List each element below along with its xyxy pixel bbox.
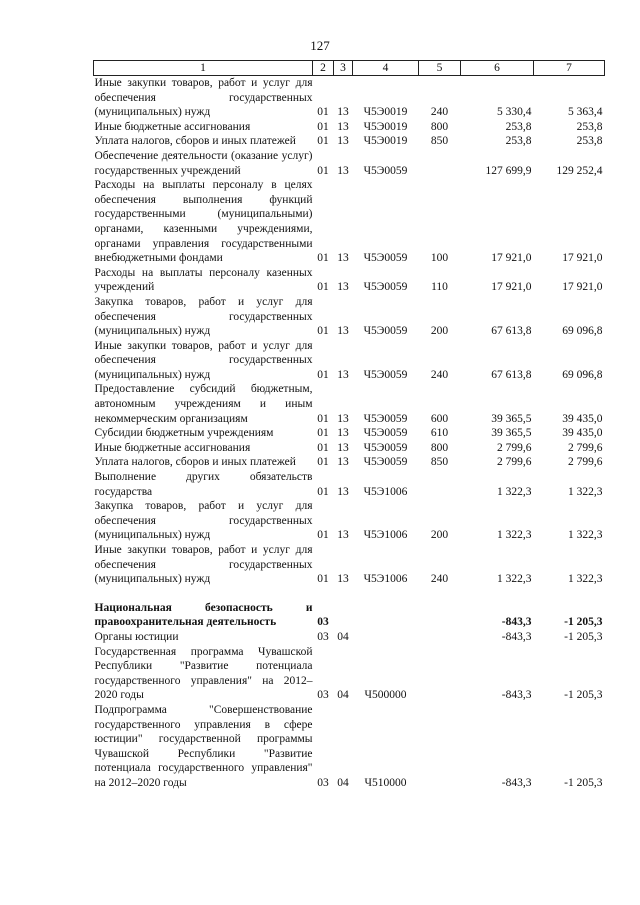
table-row [94, 587, 605, 601]
expense-type-code: 240 [430, 368, 449, 381]
row-name: Предоставление субсидий бюджетным, автономным учреждениям и иным некоммерческим организациям [94, 383, 313, 425]
row-name: Иные закупки товаров, работ и услуг для обеспечения государственных (муниципальных) нужд [94, 339, 313, 381]
header-row [94, 61, 605, 76]
table-row [94, 601, 605, 630]
row-name: Уплата налогов, сборов и иных платежей [94, 135, 296, 148]
table-row [94, 178, 605, 266]
amount-col7: 253,8 [576, 120, 603, 133]
amount-col6: 39 365,5 [491, 427, 532, 440]
section-code: 01 [317, 281, 329, 294]
subsection-code: 13 [337, 120, 349, 133]
amount-col7: -1 205,3 [564, 616, 603, 629]
amount-col6: 67 613,8 [491, 368, 532, 381]
target-article-code: Ч5Э1006 [363, 573, 408, 586]
subsection-code: 04 [337, 630, 349, 643]
amount-col6: -843,3 [501, 616, 532, 629]
target-article-code: Ч5Э0059 [363, 441, 408, 454]
subsection-code: 13 [337, 412, 349, 425]
subsection-code: 04 [337, 689, 349, 702]
target-article-code: Ч5Э0019 [363, 120, 408, 133]
expense-type-code [419, 470, 461, 499]
amount-col6: -843,3 [501, 776, 532, 789]
amount-col6: 67 613,8 [491, 325, 532, 338]
expense-type-code [419, 601, 461, 630]
section-code: 03 [317, 616, 329, 629]
table-row [94, 455, 605, 470]
target-article-code: Ч5Э0059 [363, 412, 408, 425]
row-name: Субсидии бюджетным учреждениям [94, 427, 274, 440]
subsection-code: 13 [337, 441, 349, 454]
target-article-code [353, 630, 419, 645]
amount-col6: 253,8 [505, 135, 532, 148]
section-code: 01 [317, 252, 329, 265]
row-name: Закупка товаров, работ и услуг для обеспечения государственных (муниципальных) нужд [94, 500, 313, 542]
row-name: Выполнение других обязательств государства [94, 471, 313, 498]
amount-col7: -1 205,3 [564, 776, 603, 789]
table-row [94, 76, 605, 120]
amount-col6: 2 799,6 [497, 441, 532, 454]
subsection-code: 13 [337, 368, 349, 381]
table-row [94, 441, 605, 456]
target-article-code: Ч500000 [364, 689, 407, 702]
target-article-code [353, 601, 419, 630]
target-article-code: Ч5Э1006 [363, 485, 408, 498]
subsection-code: 13 [337, 325, 349, 338]
amount-col6: 1 322,3 [497, 573, 532, 586]
section-code: 03 [317, 630, 329, 643]
row-name: Расходы на выплаты персоналу в целях обеспечения выполнения функций государственными (муниципальными) органами, казенными учреждениями, органами управления государственными внебюджетными фондами [94, 179, 313, 265]
row-name: Иные бюджетные ассигнования [94, 120, 251, 133]
row-name: Закупка товаров, работ и услуг для обеспечения государственных (муниципальных) нужд [94, 295, 313, 338]
amount-col7: 253,8 [576, 135, 603, 148]
expense-type-code: 200 [430, 325, 449, 338]
expense-type-code [419, 630, 461, 645]
target-article-code [353, 587, 419, 601]
section-code: 01 [317, 135, 329, 148]
section-code: 01 [317, 412, 329, 425]
amount-col7: 1 322,3 [568, 529, 603, 542]
subsection-code: 13 [337, 106, 349, 119]
header-cell: 5 [419, 61, 461, 76]
amount-col7: 17 921,0 [562, 252, 603, 265]
expense-type-code: 240 [430, 573, 449, 586]
section-code: 01 [317, 368, 329, 381]
table-row [94, 120, 605, 135]
target-article-code: Ч5Э0059 [363, 368, 408, 381]
row-name: Иные закупки товаров, работ и услуг для обеспечения государственных (муниципальных) нужд [94, 77, 313, 119]
subsection-code: 04 [337, 776, 349, 789]
target-article-code: Ч510000 [364, 776, 407, 789]
subsection-code: 13 [337, 252, 349, 265]
row-name: Подпрограмма "Совершенствование государственного управления в сфере юстиции" государственной программы Чувашской Республики "Развитие потенциала государственного управления" на 2012–2020 годы [94, 703, 313, 789]
amount-col6: 1 322,3 [497, 529, 532, 542]
target-article-code: Ч5Э0059 [363, 252, 408, 265]
row-name: Расходы на выплаты персоналу казенных учреждений [94, 266, 313, 294]
amount-col6: 17 921,0 [491, 252, 532, 265]
section-code: 01 [317, 529, 329, 542]
header-cell: 3 [334, 61, 353, 76]
row-name: Иные бюджетные ассигнования [94, 441, 251, 454]
amount-col7: -1 205,3 [564, 689, 603, 702]
row-name: Национальная безопасность и правоохранительная деятельность [94, 601, 313, 629]
target-article-code: Ч5Э0059 [363, 456, 408, 469]
amount-col7: 39 435,0 [562, 427, 603, 440]
budget-table [93, 60, 605, 791]
section-code: 01 [317, 441, 329, 454]
table-row [94, 295, 605, 339]
table-row [94, 630, 605, 645]
table-row [94, 339, 605, 383]
subsection-code: 13 [337, 485, 349, 498]
amount-col6: 17 921,0 [491, 281, 532, 294]
amount-col7: 5 363,4 [568, 106, 603, 119]
expense-type-code: 100 [430, 252, 449, 265]
amount-col7: 2 799,6 [568, 441, 603, 454]
target-article-code: Ч5Э0059 [363, 164, 408, 177]
expense-type-code [419, 645, 461, 703]
row-name: Обеспечение деятельности (оказание услуг) государственных учреждений [94, 149, 313, 177]
amount-col6: 2 799,6 [497, 456, 532, 469]
section-code: 01 [317, 325, 329, 338]
subsection-code [334, 601, 353, 630]
section-code: 03 [317, 689, 329, 702]
table-row [94, 149, 605, 178]
amount-col6: 39 365,5 [491, 412, 532, 425]
amount-col6: 1 322,3 [497, 485, 532, 498]
amount-col6 [461, 587, 534, 601]
expense-type-code: 850 [430, 456, 449, 469]
expense-type-code: 240 [430, 106, 449, 119]
expense-type-code [419, 587, 461, 601]
section-code: 01 [317, 106, 329, 119]
section-code: 01 [317, 427, 329, 440]
header-cell: 4 [353, 61, 419, 76]
subsection-code: 13 [337, 427, 349, 440]
amount-col7: 2 799,6 [568, 456, 603, 469]
amount-col6: -843,3 [501, 630, 532, 643]
row-name [94, 587, 313, 601]
subsection-code: 13 [337, 135, 349, 148]
amount-col6: 253,8 [505, 120, 532, 133]
subsection-code: 13 [337, 456, 349, 469]
section-code: 01 [317, 120, 329, 133]
row-name: Иные закупки товаров, работ и услуг для обеспечения государственных (муниципальных) нужд [94, 544, 313, 586]
amount-col7 [534, 587, 605, 601]
target-article-code: Ч5Э0059 [363, 281, 408, 294]
subsection-code [334, 587, 353, 601]
expense-type-code: 600 [430, 412, 449, 425]
table-row [94, 543, 605, 587]
table-row [94, 134, 605, 149]
amount-col6: 5 330,4 [497, 106, 532, 119]
table-row [94, 266, 605, 295]
expense-type-code: 110 [431, 281, 448, 294]
target-article-code: Ч5Э1006 [363, 529, 408, 542]
target-article-code: Ч5Э0019 [363, 106, 408, 119]
amount-col7: 129 252,4 [556, 164, 603, 177]
subsection-code: 13 [337, 281, 349, 294]
amount-col6: -843,3 [501, 689, 532, 702]
section-code: 01 [317, 485, 329, 498]
amount-col7: 69 096,8 [562, 368, 603, 381]
expense-type-code: 800 [430, 120, 449, 133]
subsection-code: 13 [337, 164, 349, 177]
row-name: Государственная программа Чувашской Республики "Развитие потенциала государственного управления" на 2012–2020 годы [94, 645, 313, 702]
row-name: Органы юстиции [94, 630, 179, 643]
target-article-code: Ч5Э0019 [363, 135, 408, 148]
section-code: 01 [317, 573, 329, 586]
section-code: 01 [317, 456, 329, 469]
target-article-code: Ч5Э0059 [363, 325, 408, 338]
amount-col7: 17 921,0 [562, 281, 603, 294]
table-row [94, 382, 605, 426]
row-name: Уплата налогов, сборов и иных платежей [94, 456, 296, 469]
subsection-code: 13 [337, 573, 349, 586]
header-cell: 7 [534, 61, 605, 76]
header-cell: 2 [313, 61, 334, 76]
section-code: 03 [317, 776, 329, 789]
amount-col7: 1 322,3 [568, 485, 603, 498]
header-cell: 1 [94, 61, 313, 76]
section-code [313, 587, 334, 601]
target-article-code: Ч5Э0059 [363, 427, 408, 440]
amount-col7: -1 205,3 [564, 630, 603, 643]
amount-col7: 69 096,8 [562, 325, 603, 338]
amount-col6: 127 699,9 [485, 164, 532, 177]
section-code: 01 [317, 164, 329, 177]
expense-type-code: 800 [430, 441, 449, 454]
expense-type-code: 610 [430, 427, 449, 440]
header-cell: 6 [461, 61, 534, 76]
amount-col7: 1 322,3 [568, 573, 603, 586]
amount-col7: 39 435,0 [562, 412, 603, 425]
subsection-code: 13 [337, 529, 349, 542]
expense-type-code: 850 [430, 135, 449, 148]
table-row [94, 470, 605, 499]
expense-type-code [419, 703, 461, 791]
table-row [94, 703, 605, 791]
table-row [94, 645, 605, 703]
expense-type-code [419, 149, 461, 178]
table-body [94, 76, 605, 791]
expense-type-code: 200 [430, 529, 449, 542]
table-row [94, 426, 605, 441]
page-number: 127 [310, 38, 330, 53]
table-row [94, 499, 605, 543]
